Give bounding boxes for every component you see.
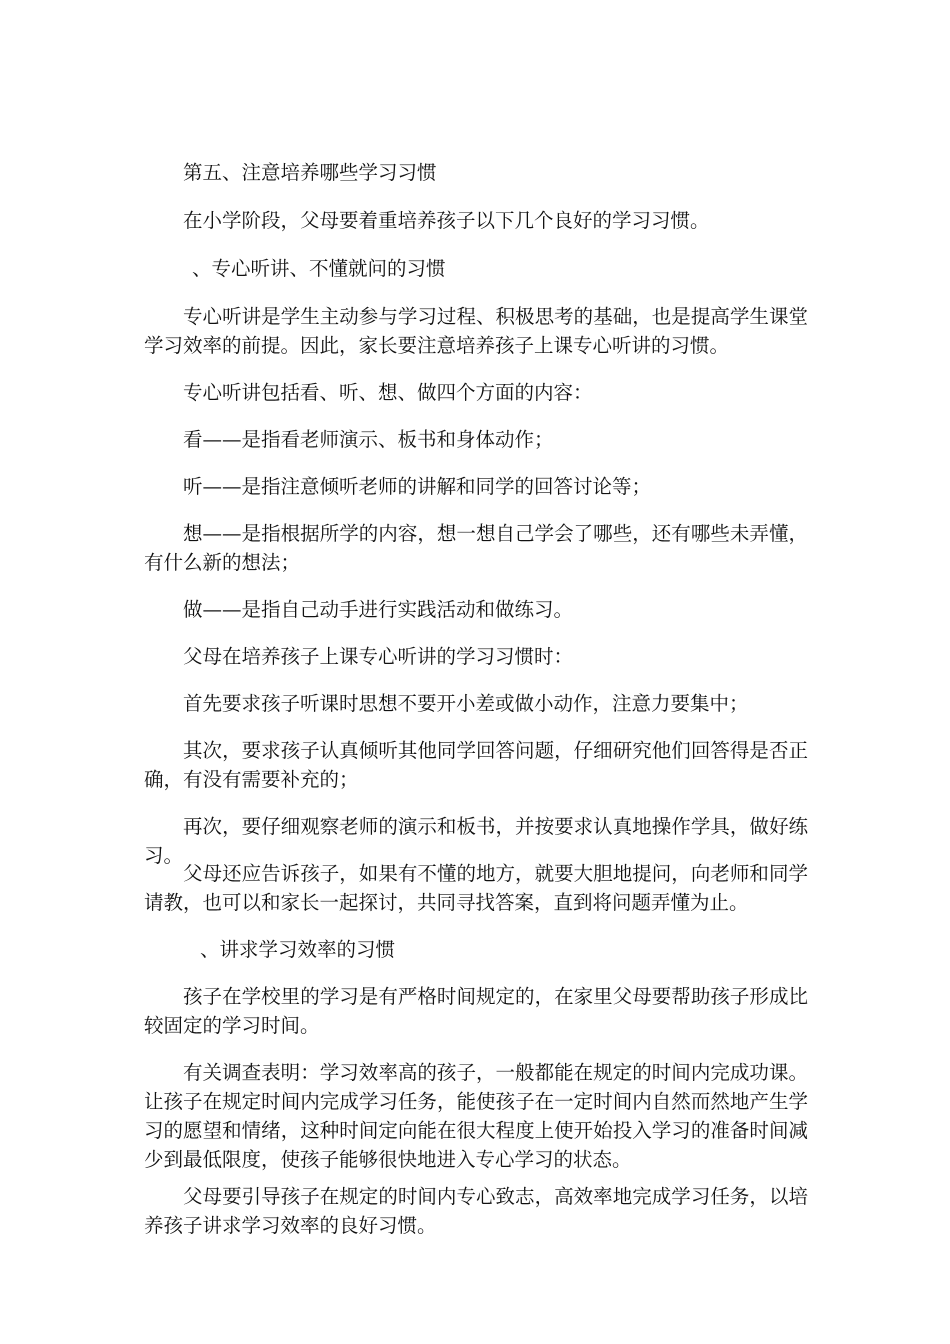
subheading: 、专心听讲、不懂就问的习惯 [192,257,446,280]
paragraph: 父母要引导孩子在规定的时间内专心致志，高效率地完成学习任务，以培养孩子讲求学习效率的良好习惯。 [144,1185,808,1237]
paragraph: 在小学阶段，父母要着重培养孩子以下几个良好的学习习惯。 [183,209,710,232]
section-heading: 第五、注意培养哪些学习习惯 [183,161,437,184]
paragraph: 专心听讲是学生主动参与学习过程、积极思考的基础，也是提高学生课堂学习效率的前提。因此，家长要注意培养孩子上课专心听讲的习惯。 [144,305,808,357]
paragraph: 专心听讲包括看、听、想、做四个方面的内容： [183,381,593,404]
subheading: 、讲求学习效率的习惯 [200,938,396,961]
paragraph: 听——是指注意倾听老师的讲解和同学的回答讨论等； [183,475,652,498]
document-page [144,0,808,1344]
paragraph: 看——是指看老师演示、板书和身体动作； [183,428,554,451]
paragraph: 父母还应告诉孩子，如果有不懂的地方，就要大胆地提问，向老师和同学请教，也可以和家长一起探讨，共同寻找答案，直到将问题弄懂为止。 [144,862,808,914]
paragraph: 孩子在学校里的学习是有严格时间规定的，在家里父母要帮助孩子形成比较固定的学习时间。 [144,985,808,1037]
paragraph: 父母在培养孩子上课专心听讲的学习习惯时： [183,645,574,668]
paragraph: 想——是指根据所学的内容，想一想自己学会了哪些，还有哪些未弄懂，有什么新的想法； [144,522,808,574]
paragraph: 做——是指自己动手进行实践活动和做练习。 [183,598,574,621]
paragraph: 再次，要仔细观察老师的演示和板书，并按要求认真地操作学具，做好练习。 [144,815,808,867]
paragraph: 其次，要求孩子认真倾听其他同学回答问题，仔细研究他们回答得是否正确，有没有需要补充的； [144,739,808,791]
paragraph: 有关调查表明：学习效率高的孩子，一般都能在规定的时间内完成功课。让孩子在规定时间内完成学习任务，能使孩子在一定时间内自然而然地产生学习的愿望和情绪，这种时间定向能在很大程度上使开始投入学习的准备时间减少到最低限度，使孩子能够很快地进入专心学习的状态。 [144,1061,808,1171]
paragraph: 首先要求孩子听课时思想不要开小差或做小动作，注意力要集中； [183,692,749,715]
